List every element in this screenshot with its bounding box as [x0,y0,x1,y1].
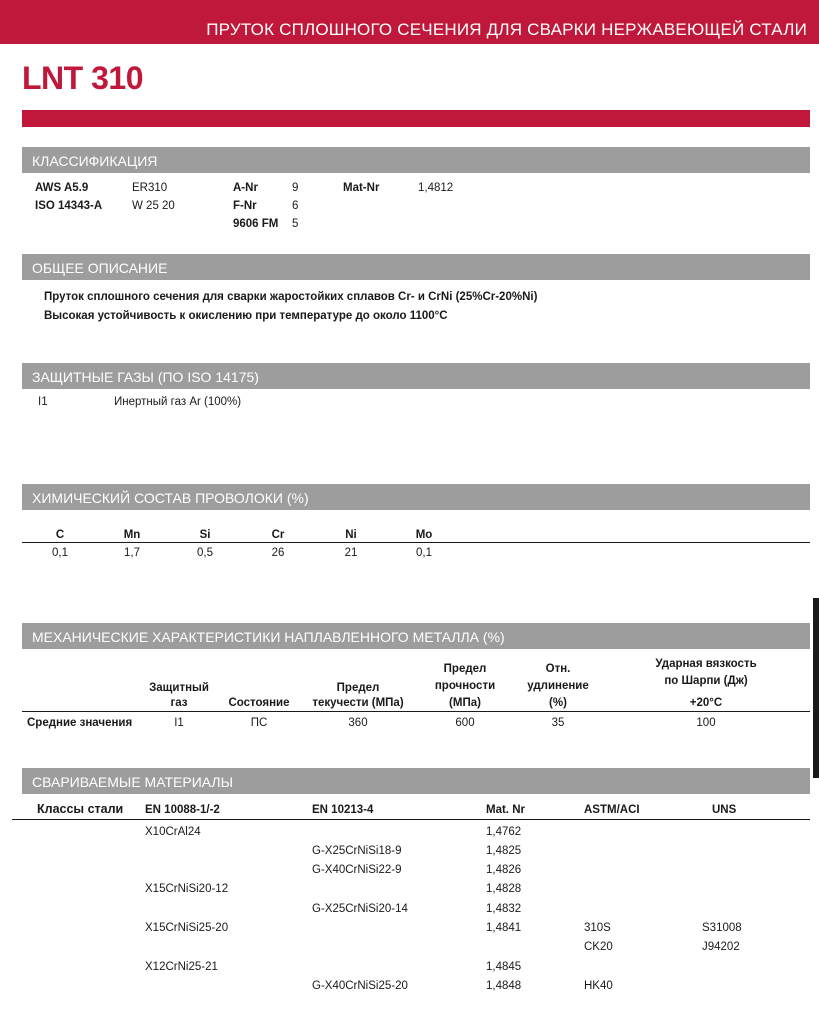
description-line-2: Высокая устойчивость к окислению при температуре до около 1100°C [44,310,448,322]
cell-astm: 310S [584,922,611,934]
section-header-materials: СВАРИВАЕМЫЕ МАТЕРИАЛЫ [22,768,810,794]
header-en10213: EN 10213-4 [312,804,374,816]
element-value: 1,7 [124,547,140,559]
cell-matnr: 1,4828 [486,883,522,895]
cell-matnr: 1,4832 [486,903,522,915]
cell-en10213: G-X25CrNiSi20-14 [312,903,408,915]
page-edge-marker [813,598,819,778]
header-steel-class: Классы стали [37,802,124,816]
description-line-1: Пруток сплошного сечения для сварки жаростойких сплавов Cr- и CrNi (25%Cr-20%Ni) [44,291,538,303]
iso-value: W 25 20 [132,200,175,212]
header-tensile: (МПа) [449,697,481,709]
gas-name: Инертный газ Ar (100%) [114,396,242,408]
aws-label: AWS A5.9 [35,182,89,194]
header-gas: газ [170,697,188,709]
element-value: 26 [271,547,285,559]
header-impact: Ударная вязкость [655,658,757,670]
cell-astm: HK40 [584,980,613,992]
element-value: 0,5 [197,547,213,559]
title-underline-bar [22,110,810,127]
header-tensile: прочности [434,680,496,692]
section-header-gases: ЗАЩИТНЫЕ ГАЗЫ (ПО ISO 14175) [22,363,810,389]
cell-en10088: X15CrNiSi25-20 [145,922,229,934]
header-en10088: EN 10088-1/-2 [145,804,220,816]
value-impact: 100 [696,717,716,729]
top-banner [0,0,819,44]
value-yield: 360 [348,717,368,729]
header-impact: +20°C [689,697,723,709]
element-value: 0,1 [416,547,432,559]
cell-matnr: 1,4762 [486,826,522,838]
header-uns: UNS [712,804,737,816]
fnr-value: 6 [292,200,299,212]
matnr-label: Mat-Nr [343,182,380,194]
value-tensile: 600 [455,717,475,729]
section-header-mechanical: МЕХАНИЧЕСКИЕ ХАРАКТЕРИСТИКИ НАПЛАВЛЕННОГО МЕТАЛЛА (%) [22,623,810,649]
cell-en10213: G-X40CrNiSi25-20 [312,980,408,992]
aws-value: ER310 [132,182,168,194]
cell-matnr: 1,4848 [486,980,522,992]
header-impact: по Шарпи (Дж) [664,675,748,687]
product-title: LNT 310 [22,60,143,96]
anr-value: 9 [292,182,299,194]
mechanical-divider [22,711,810,712]
section-header-description: ОБЩЕЕ ОПИСАНИЕ [22,254,810,280]
element-header: Mo [415,529,433,541]
cell-uns: J94202 [702,941,740,953]
header-elongation: Отн. [545,663,571,675]
element-header: Cr [271,529,285,541]
cell-matnr: 1,4841 [486,922,522,934]
cell-en10213: G-X25CrNiSi18-9 [312,845,402,857]
cell-matnr: 1,4826 [486,864,522,876]
cell-uns: S31008 [702,922,742,934]
header-tensile: Предел [443,663,487,675]
header-yield: текучести (МПа) [312,697,404,709]
section-header-chemistry: ХИМИЧЕСКИЙ СОСТАВ ПРОВОЛОКИ (%) [22,484,810,510]
product-category: ПРУТОК СПЛОШНОГО СЕЧЕНИЯ ДЛЯ СВАРКИ НЕРЖАВЕЮЩЕЙ СТАЛИ [206,20,807,39]
element-value: 0,1 [52,547,68,559]
header-state: Состояние [228,697,290,709]
value-gas: I1 [174,717,184,729]
header-elongation: (%) [549,697,567,709]
cell-en10088: X10CrAl24 [145,826,201,838]
element-header: C [55,529,65,541]
iso-label: ISO 14343-A [35,200,103,212]
header-matnr: Mat. Nr [486,804,525,816]
materials-divider [12,819,810,820]
header-elongation: удлинение [527,680,589,692]
fm-value: 5 [292,218,299,230]
cell-en10213: G-X40CrNiSi22-9 [312,864,402,876]
cell-matnr: 1,4825 [486,845,522,857]
element-value: 21 [344,547,358,559]
cell-en10088: X12CrNi25-21 [145,961,218,973]
row-label: Средние значения [27,717,133,729]
anr-label: A-Nr [233,182,258,194]
fnr-label: F-Nr [233,200,257,212]
header-astm: ASTM/ACI [584,804,640,816]
value-state: ПС [250,717,268,729]
fm-label: 9606 FM [233,218,279,230]
element-header: Ni [345,529,357,541]
element-header: Mn [123,529,141,541]
value-elongation: 35 [551,717,565,729]
section-header-classification: КЛАССИФИКАЦИЯ [22,147,810,173]
gas-code: I1 [38,396,48,408]
cell-en10088: X15CrNiSi20-12 [145,883,229,895]
cell-astm: CK20 [584,941,613,953]
header-gas: Защитный [149,682,209,694]
header-yield: Предел [336,682,380,694]
element-header: Si [199,529,211,541]
chemistry-divider [22,542,810,543]
cell-matnr: 1,4845 [486,961,522,973]
matnr-value: 1,4812 [418,182,454,194]
